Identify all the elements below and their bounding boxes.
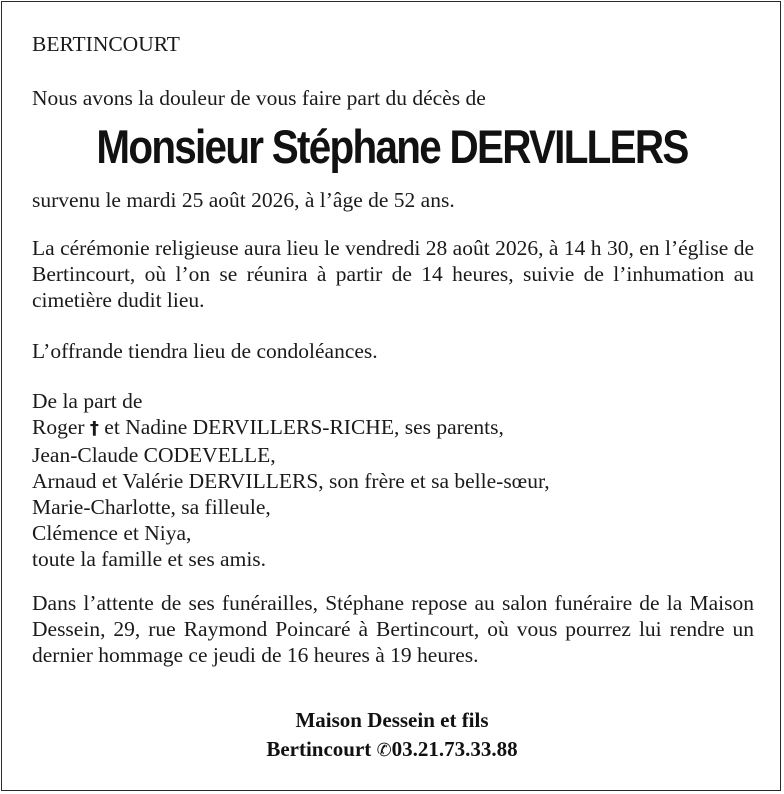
deceased-name: Monsieur Stéphane DERVILLERS	[96, 120, 688, 173]
funeral-home-contact	[0, 736, 784, 764]
family-member: Arnaud et Valérie DERVILLERS, son frère et sa belle-sœur,	[32, 469, 550, 493]
family-member: toute la famille et ses amis.	[32, 547, 267, 571]
funeral-home-name: Maison Dessein et fils	[295, 708, 489, 732]
intro-text: Nous avons la douleur de vous faire part du décès de	[32, 86, 486, 110]
cross-icon: †	[89, 418, 99, 439]
phone-icon: ✆	[376, 740, 392, 761]
family-parent-father: Roger	[32, 415, 85, 439]
ceremony-text: La cérémonie religieuse aura lieu le vendredi 28 août 2026, à 14 h 30, en l’église de Bertincourt, où l’on se réunira à partir de 14 heures, suivie de l’inhumation au cimetière dudit lieu.	[32, 236, 754, 312]
header-place: BERTINCOURT	[32, 32, 180, 56]
funeral-home-town: Bertincourt	[266, 737, 372, 761]
family-intro: De la part de	[32, 389, 143, 413]
visitation-text: Dans l’attente de ses funérailles, Stéphane repose au salon funéraire de la Maison Dessein, 29, rue Raymond Poincaré à Bertincourt, où vous pourrez lui rendre un dernier hommage ce jeudi de 16 heures à 19 heures.	[32, 591, 754, 667]
family-parents	[32, 414, 754, 442]
family-parent-mother: et Nadine DERVILLERS-RICHE, ses parents,	[104, 415, 504, 439]
offering-text: L’offrande tiendra lieu de condoléances.	[32, 339, 378, 363]
family-member: Jean-Claude CODEVELLE,	[32, 443, 276, 467]
family-member: Clémence et Niya,	[32, 521, 192, 545]
family-member: Marie-Charlotte, sa filleule,	[32, 495, 271, 519]
funeral-home-phone: 03.21.73.33.88	[391, 737, 518, 761]
family-list	[32, 388, 754, 572]
death-text: survenu le mardi 25 août 2026, à l’âge de 52 ans.	[32, 188, 455, 212]
